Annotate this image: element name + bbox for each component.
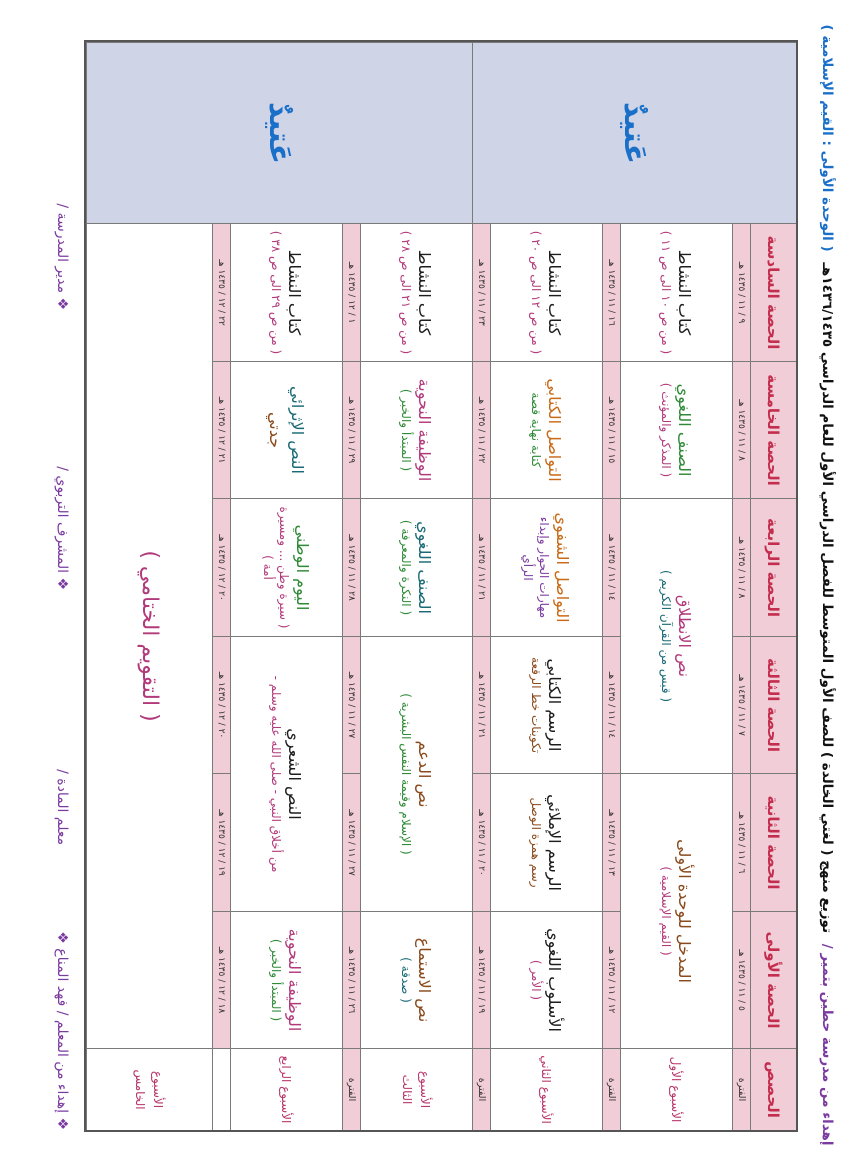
lesson-title: نص الاستماع: [415, 937, 435, 1023]
lesson-subtitle: ( من ص ٢٩ الى ص ٣٨ ): [268, 230, 283, 355]
lesson-subtitle: من أخلاق النبي - صلى الله عليه وسلم -: [268, 675, 283, 873]
date-cell: ١٩ / ١١ / ١٤٣٥ هـ: [472, 911, 490, 1048]
schedule-table: [84, 40, 798, 1132]
lesson-cell: [230, 498, 342, 636]
lesson-title: الرسم الكتابي: [545, 658, 565, 752]
week-label: الأسبوع الثاني: [490, 1048, 602, 1130]
date-cell: ٨ / ١١ / ١٤٣٥ هـ: [732, 498, 750, 636]
lesson-cell: [360, 636, 472, 911]
lesson-subtitle: ( المبتدأ والخبر ): [268, 938, 283, 1022]
date-cell: ٢٧ / ١١ / ١٤٣٥ هـ: [342, 773, 360, 911]
period-label: الفترة: [602, 1048, 620, 1130]
lesson-cell: [490, 223, 602, 361]
date-cell: ٢٠ / ١٢ / ١٤٣٥ هـ: [212, 636, 230, 773]
lesson-subtitle: ( الإسلام وقيمة النفس البشرية ): [398, 693, 413, 855]
col-header-5: الحصة الخامسة: [750, 361, 796, 498]
lesson-subtitle: مهارات الحوار وإبداء الرأي: [520, 516, 551, 619]
lesson-subtitle: ( من ص ١٢ الى ص ٢٠ ): [528, 230, 543, 355]
footer-supervisor: ❖ المشرف التربوي /: [54, 466, 70, 590]
lesson-subtitle: ( المذكر والمؤنث ): [658, 382, 673, 478]
week-label: الأسبوع الخامس: [86, 1048, 212, 1130]
lesson-subtitle: ( سيرة وطن ... ومسيرة أمة ): [260, 506, 291, 629]
footer-principal: ❖ مدير المدرسة /: [54, 203, 70, 310]
side-label-text: عَتيدٌ: [617, 101, 652, 165]
col-header-4: الحصة الرابعة: [750, 498, 796, 636]
date-cell: ٨ / ١١ / ١٤٣٥ هـ: [732, 361, 750, 498]
date-cell: ٢١ / ١١ / ١٤٣٥ هـ: [472, 636, 490, 773]
date-cell: ٢٩ / ١١ / ١٤٣٥ هـ: [342, 361, 360, 498]
lesson-title: ( التقويم الختامي ): [137, 550, 163, 722]
date-cell: ١٦ / ١١ / ١٤٣٥ هـ: [602, 223, 620, 361]
lesson-cell: [360, 223, 472, 361]
lesson-title: النص الإثرائي: [288, 386, 308, 474]
header-gift: إهداء من مدرسة حطين بتمير /: [819, 943, 835, 1146]
lesson-subtitle: ( من ص ١٠ الى ص ١١ ): [658, 230, 673, 355]
lesson-title: التواصل الشفوي: [553, 512, 573, 623]
footer-teacher: معلم المادة /: [54, 769, 70, 845]
date-cell: ٢٨ / ١١ / ١٤٣٥ هـ: [342, 498, 360, 636]
lesson-cell: [230, 223, 342, 361]
lesson-title: الرسم الإملائي: [545, 794, 565, 891]
lesson-title: التواصل الكتابي: [545, 378, 565, 482]
date-cell: ٩ / ١١ / ١٤٣٥ هـ: [732, 223, 750, 361]
header-unit: ( الوحدة الأولى : القيم الإسلامية ): [819, 24, 835, 252]
lesson-subtitle: ( الأمر ): [528, 959, 543, 1001]
lesson-title: الوظيفة النحوية: [285, 928, 305, 1032]
lesson-title: اليوم الوطني: [293, 524, 313, 611]
date-cell: ٥ / ١١ / ١٤٣٥ هـ: [732, 911, 750, 1048]
date-cell: ٢٣ / ١١ / ١٤٣٥ هـ: [472, 223, 490, 361]
date-cell: ٢٦ / ١١ / ١٤٣٥ هـ: [342, 911, 360, 1048]
date-cell: ٢٠ / ١٢ / ١٤٣٥ هـ: [212, 498, 230, 636]
lesson-cell: [490, 636, 602, 773]
col-header-6: الحصة السادسة: [750, 223, 796, 361]
date-cell: ١٥ / ١١ / ١٤٣٥ هـ: [602, 361, 620, 498]
lesson-title: الأسلوب اللغوي: [545, 928, 565, 1032]
lesson-subtitle: ( من ص ٢١ الى ص ٢٨ ): [398, 230, 413, 355]
lesson-cell: [230, 636, 342, 911]
lesson-cell: [620, 223, 732, 361]
lesson-subtitle: كتابة نهاية قصة: [528, 392, 543, 468]
header-title: توزيع منهج ( لغتي الخالدة ) للصف الأول المتوسط للفصل الدراسي الأول للعام الدراسي ١٤٣٦/١٤٣٥هـ: [819, 262, 835, 934]
page-header: [809, 0, 845, 1170]
date-cell: ١٨ / ١٢ / ١٤٣٥ هـ: [212, 911, 230, 1048]
date-cell: ٢١ / ١١ / ١٤٣٥ هـ: [472, 498, 490, 636]
period-label: الفترة: [472, 1048, 490, 1130]
date-cell: ١ / ١٢ / ١٤٣٥ هـ: [342, 223, 360, 361]
period-label: الفترة: [342, 1048, 360, 1130]
date-cell: ٢٢ / ١٢ / ١٤٣٥ هـ: [212, 223, 230, 361]
lesson-subtitle: ( المبتدأ والخبر ): [398, 388, 413, 472]
week-label: الأسبوع الرابع: [230, 1048, 342, 1130]
lesson-cell: [360, 911, 472, 1048]
side-label-top: [472, 42, 796, 223]
lesson-cell: [620, 773, 732, 1048]
date-cell: ١٤ / ١١ / ١٤٣٥ هـ: [602, 498, 620, 636]
col-header-2: الحصة الثانية: [750, 773, 796, 911]
date-cell: ١٩ / ١٢ / ١٤٣٥ هـ: [212, 773, 230, 911]
lesson-subtitle: تكوينات خط الرقعة: [528, 656, 543, 754]
lesson-cell: [230, 361, 342, 498]
side-label-bottom: [86, 42, 472, 223]
final-assessment-cell: [86, 223, 212, 1048]
lesson-cell: [620, 498, 732, 773]
lesson-cell: [490, 361, 602, 498]
lesson-title: النص الشعري: [285, 728, 305, 820]
lesson-title: كتاب النشاط: [285, 249, 305, 336]
lesson-title: كتاب النشاط: [415, 249, 435, 336]
date-cell: ٦ / ١١ / ١٤٣٥ هـ: [732, 773, 750, 911]
week-label: الأسبوع الثالث: [360, 1048, 472, 1130]
side-label-text: عَتيدٌ: [262, 101, 297, 165]
footer-gift: ❖ إهداء من المعلم / فهد المناع ❖: [54, 931, 70, 1130]
lesson-title: نص الانطلاق: [675, 594, 695, 678]
date-cell: ٢٠ / ١١ / ١٤٣٥ هـ: [472, 773, 490, 911]
lesson-cell: [360, 361, 472, 498]
page-footer: [40, 0, 80, 1170]
lesson-cell: [230, 911, 342, 1048]
lesson-title: كتاب النشاط: [675, 249, 695, 336]
date-cell: ١٤ / ١١ / ١٤٣٥ هـ: [602, 636, 620, 773]
lesson-subtitle: رسم همزة الوصل: [528, 797, 543, 888]
lesson-subtitle: ( القيم الإسلامية ): [658, 866, 673, 956]
lesson-subtitle: ( صدقة ): [398, 957, 413, 1003]
lesson-cell: [620, 361, 732, 498]
period-label: الفترة: [732, 1048, 750, 1130]
lesson-cell: [490, 498, 602, 636]
lesson-cell: [490, 773, 602, 911]
date-cell: ١٣ / ١١ / ١٤٣٥ هـ: [602, 773, 620, 911]
date-cell: ٢٢ / ١١ / ١٤٣٥ هـ: [472, 361, 490, 498]
lesson-cell: [360, 498, 472, 636]
lesson-title: نص الدعم: [415, 740, 435, 808]
date-cell: ٢٧ / ١١ / ١٤٣٥ هـ: [342, 636, 360, 773]
date-cell: ٧ / ١١ / ١٤٣٥ هـ: [732, 636, 750, 773]
lesson-title: الصنف اللغوي: [675, 383, 695, 477]
lesson-subtitle: ( قبس من القرآن الكريم ): [658, 569, 673, 703]
period-label-empty: [212, 1048, 230, 1130]
col-header-sessions: الحصص: [750, 1048, 796, 1130]
date-cell: ١٢ / ١١ / ١٤٣٥ هـ: [602, 911, 620, 1048]
lesson-title: المدخل للوحدة الأولى: [675, 839, 695, 983]
col-header-3: الحصة الثالثة: [750, 636, 796, 773]
date-cell: ٢١ / ١٢ / ١٤٣٥ هـ: [212, 361, 230, 498]
lesson-subtitle: جدتي: [266, 411, 286, 449]
col-header-1: الحصة الأولى: [750, 911, 796, 1048]
lesson-title: الوظيفة النحوية: [415, 378, 435, 482]
lesson-subtitle: ( النكرة والمعرفة ): [398, 519, 413, 616]
lesson-cell: [490, 911, 602, 1048]
lesson-title: الصنف اللغوي: [415, 521, 435, 614]
lesson-title: كتاب النشاط: [545, 249, 565, 336]
week-label: الأسبوع الأول: [620, 1048, 732, 1130]
